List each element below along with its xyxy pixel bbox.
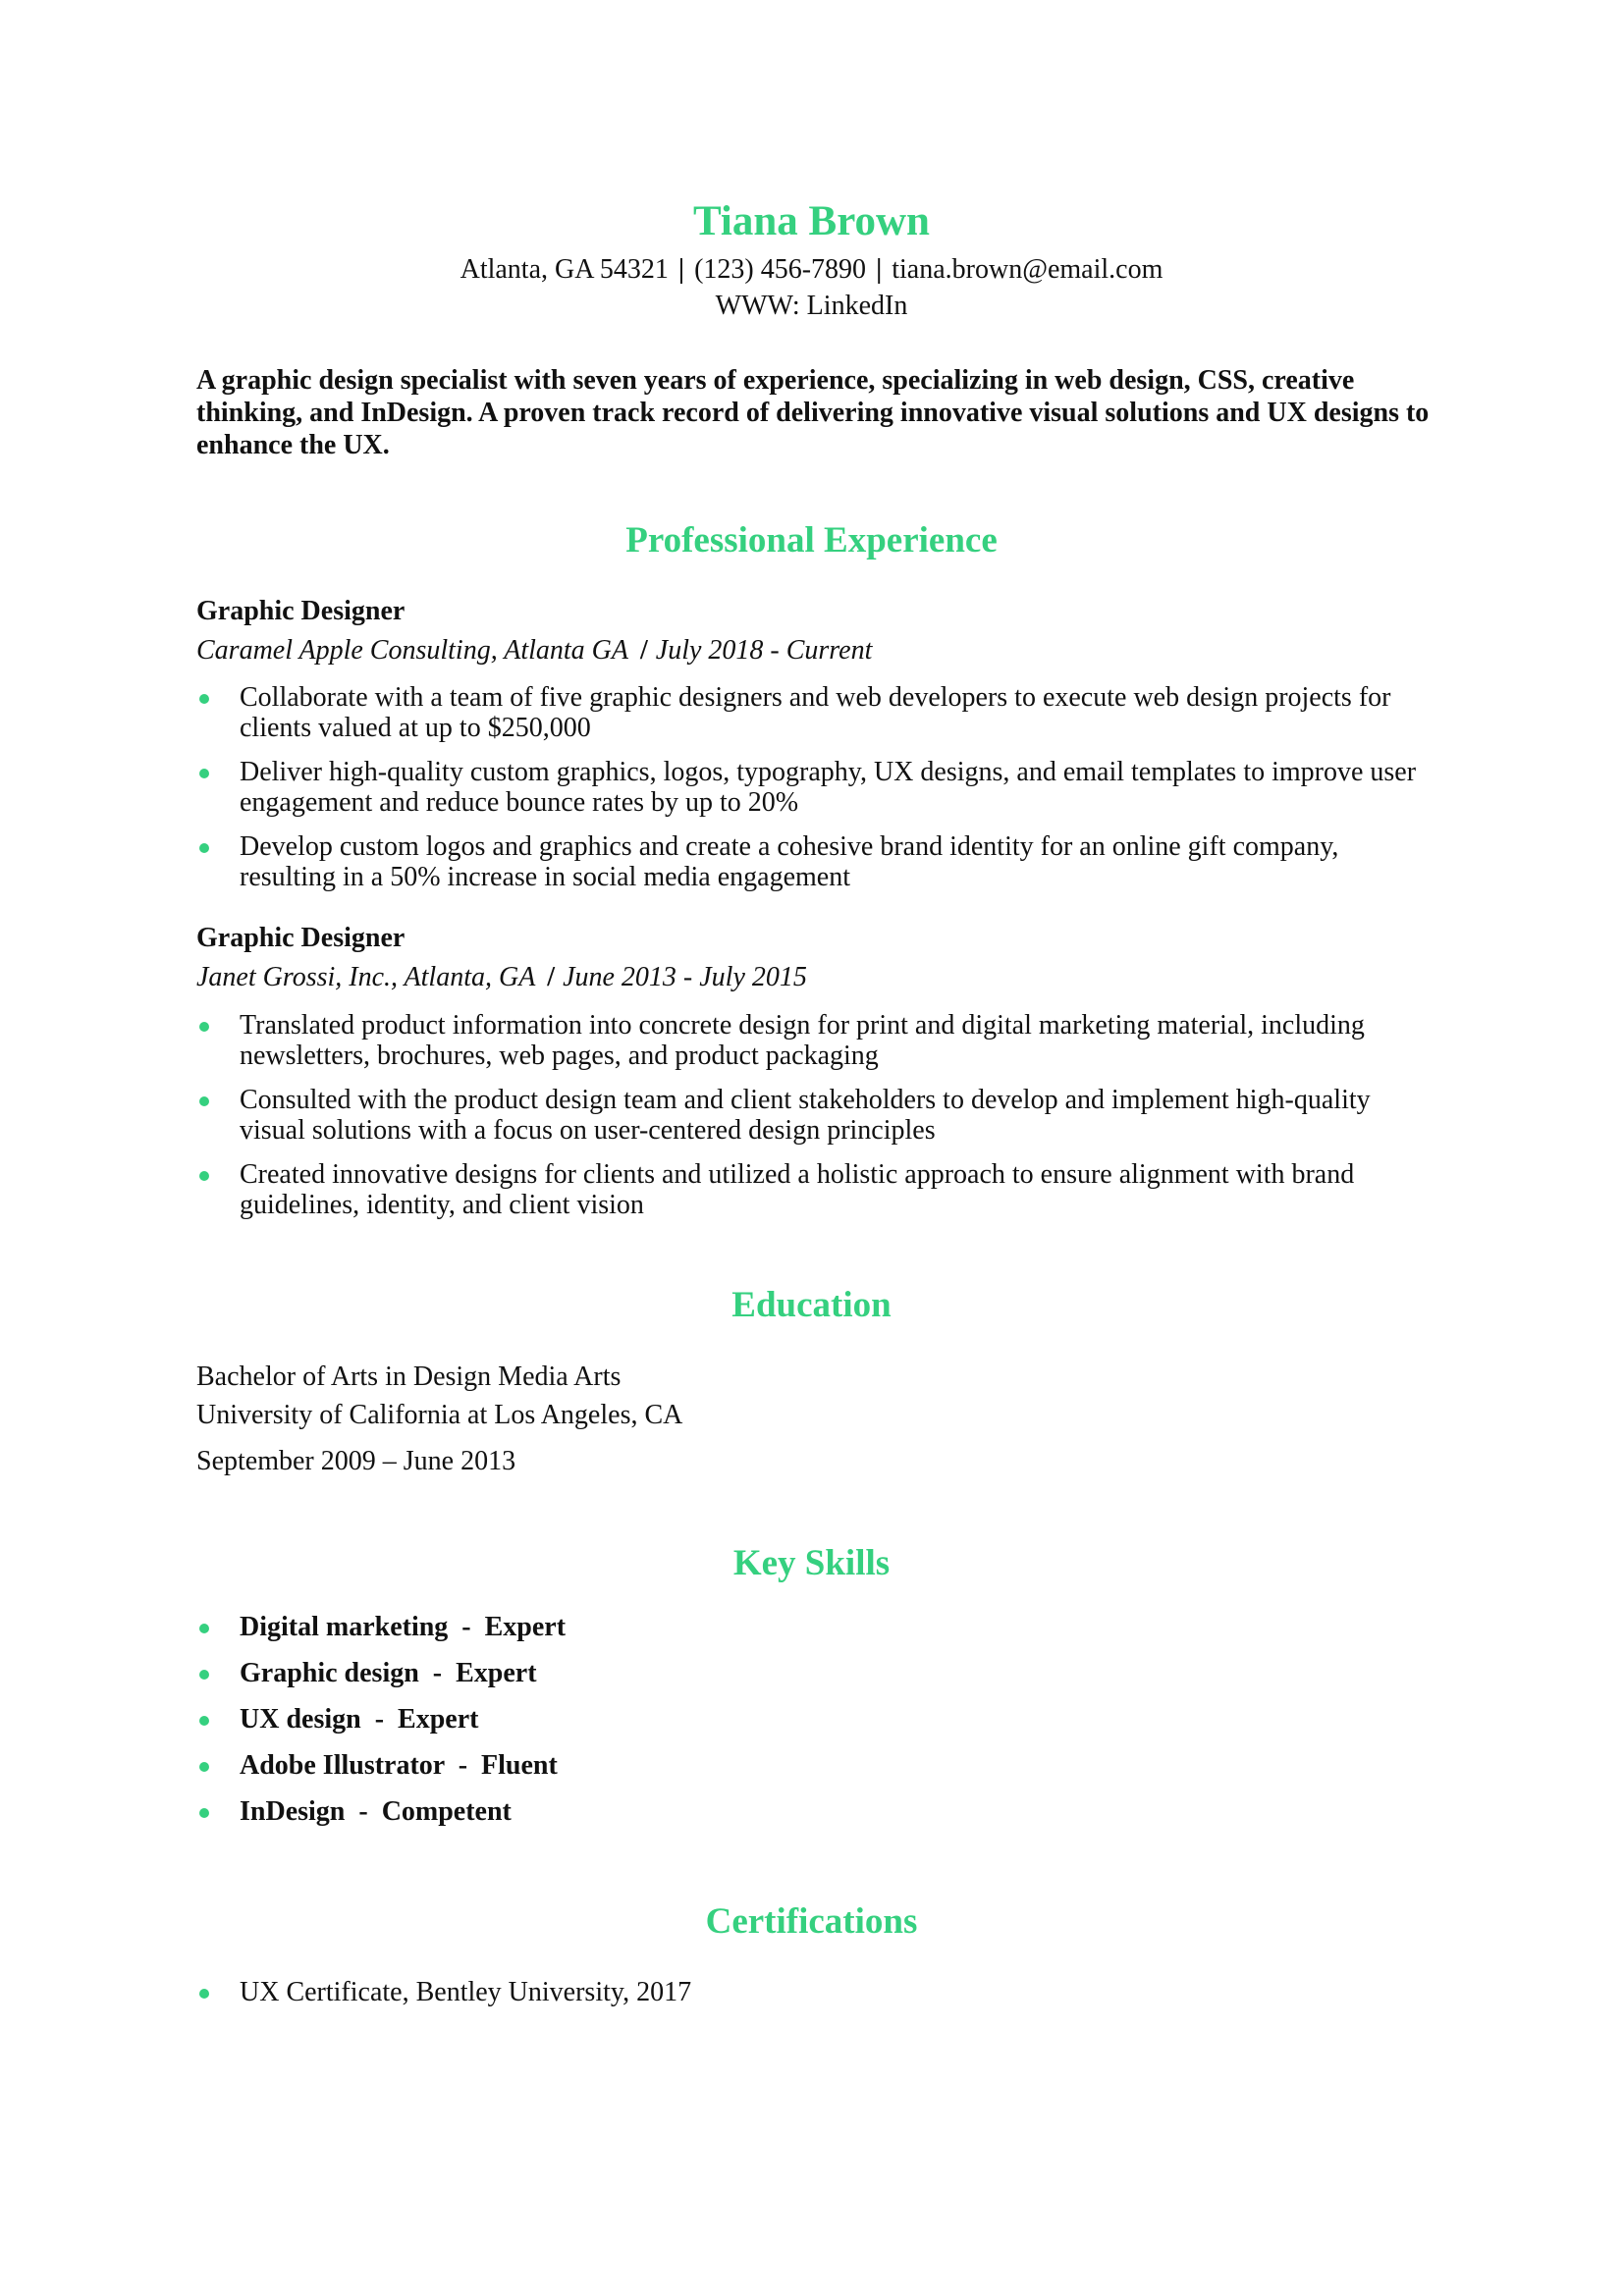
summary: A graphic design specialist with seven years of experience, specializing in web design, CSS, creative thinking, and InDesign. A proven track record of delivering innovative visual solutions and UX designs to enhance the UX.: [196, 365, 1430, 460]
job-title: Graphic Designer: [196, 596, 406, 626]
location: Atlanta, GA 54321: [460, 254, 669, 285]
list-item: UX design - Expert: [196, 1704, 1434, 1750]
email[interactable]: tiana.brown@email.com: [892, 254, 1163, 285]
skills-heading: Key Skills: [732, 1543, 891, 1583]
separator: /: [547, 962, 556, 992]
candidate-name: Tiana Brown: [693, 198, 930, 244]
list-item: Deliver high-quality custom graphics, logos, typography, UX designs, and email templates to improve user engagement and reduce bounce rates by up to 20%: [196, 757, 1434, 818]
list-item: Digital marketing - Expert: [196, 1612, 1434, 1658]
list-item: Develop custom logos and graphics and create a cohesive brand identity for an online gift company, resulting in a 50% increase in social media engagement: [196, 831, 1434, 892]
school: University of California at Los Angeles, CA: [196, 1400, 683, 1430]
list-item: Consulted with the product design team and client stakeholders to develop and implement high-quality visual solutions with a focus on user-centered design principles: [196, 1085, 1434, 1146]
bullet-icon: [199, 1670, 209, 1680]
job-bullets: [196, 682, 1434, 906]
bullet-icon: [199, 1989, 209, 1999]
company: Janet Grossi, Inc., Atlanta, GA: [196, 962, 536, 992]
bullet-icon: [199, 769, 209, 778]
company: Caramel Apple Consulting, Atlanta GA: [196, 635, 628, 666]
bullet-icon: [199, 1762, 209, 1772]
job-title: Graphic Designer: [196, 923, 406, 953]
job-dates: July 2018 - Current: [655, 635, 873, 666]
bullet-icon: [199, 1096, 209, 1106]
certifications-list: [196, 1977, 1434, 2007]
bullet-icon: [199, 694, 209, 704]
job-bullets: [196, 1010, 1434, 1234]
bullet-icon: [199, 843, 209, 853]
list-item: InDesign - Competent: [196, 1796, 1434, 1842]
certifications-heading: Certifications: [705, 1901, 918, 1942]
bullet-icon: [199, 1716, 209, 1726]
list-item: Translated product information into concrete design for print and digital marketing material, including newsletters, brochures, web pages, and product packaging: [196, 1010, 1434, 1071]
skills-list: [196, 1612, 1434, 1842]
separator: /: [639, 635, 648, 666]
bullet-icon: [199, 1624, 209, 1633]
education-heading: Education: [731, 1285, 892, 1325]
bullet-icon: [199, 1022, 209, 1032]
contact-line: [0, 251, 1623, 289]
separator: |: [876, 254, 883, 285]
job-meta: [196, 960, 807, 995]
list-item: UX Certificate, Bentley University, 2017: [196, 1977, 1434, 2007]
separator: |: [677, 254, 685, 285]
list-item: Created innovative designs for clients and utilized a holistic approach to ensure alignment with brand guidelines, identity, and client vision: [196, 1159, 1434, 1220]
phone: (123) 456-7890: [694, 254, 867, 285]
bullet-icon: [199, 1171, 209, 1181]
website-link[interactable]: WWW: LinkedIn: [715, 291, 908, 321]
education-dates: September 2009 – June 2013: [196, 1446, 516, 1476]
degree: Bachelor of Arts in Design Media Arts: [196, 1362, 622, 1392]
job-dates: June 2013 - July 2015: [563, 962, 807, 992]
experience-heading: Professional Experience: [625, 520, 998, 561]
bullet-icon: [199, 1808, 209, 1818]
list-item: Graphic design - Expert: [196, 1658, 1434, 1704]
job-meta: [196, 633, 872, 668]
list-item: Adobe Illustrator - Fluent: [196, 1750, 1434, 1796]
list-item: Collaborate with a team of five graphic designers and web developers to execute web design projects for clients valued at up to $250,000: [196, 682, 1434, 743]
